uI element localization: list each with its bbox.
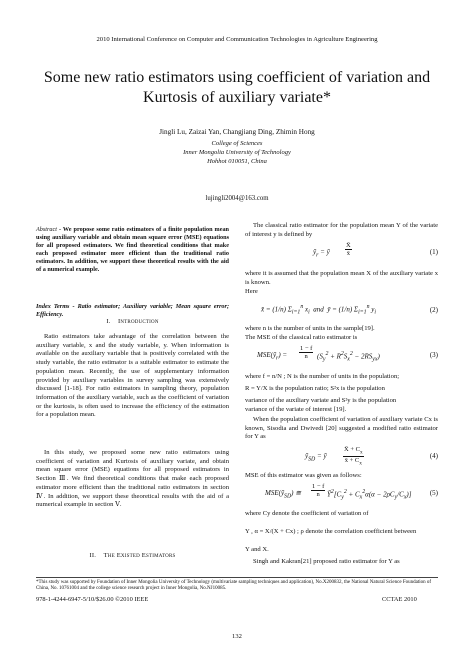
sample-size-note: where n is the number of units in the sample[19]. (245, 325, 375, 332)
equation-3: $MSE(ȳ_r)$ = 1 − f n $(S_y^2 + R^2S_x^2 - 2RS_{yx})$ (3) (257, 345, 438, 363)
section-2-title: The Existed Estimators (103, 552, 176, 559)
equation-2: x̄ = (1/n) $\Sigma_{i=1}^n$ $x_i$ and ȳ = (1/n) $\Sigma_{i=1}^n$ $y_i$ (2) (261, 304, 438, 316)
y-and-x-line: Y and X. (245, 546, 269, 553)
funding-footnote: *This study was supported by Foundation of Inner Mongolia University of Technology (multivariate sampling techniques and application), No.X200832, the National Natural Science Foundation of China, No. 10761004 and the college science research project in Inner Mongolia, No.NJ10085. (36, 580, 432, 592)
abstract (36, 226, 229, 275)
sisodia-paragraph: When the population coefficient of variation of auxiliary variate Cx is known, Sisodia and Dwivedi [20] suggested a modified ratio estimator for Y as (245, 416, 438, 441)
mse-given-note: MSE of this estimator was given as follows: (245, 472, 362, 479)
affiliation-line-3: Hohhot 010051, China (207, 158, 267, 165)
mse-intro: The MSE of the classical ratio estimator is (245, 334, 358, 341)
singh-kakran-line: Singh and Kakran[21] proposed ratio estimator for Y as (253, 558, 400, 565)
equation-3-number: (3) (429, 351, 438, 359)
section-1-title: Introduction (117, 318, 159, 325)
equation-1: $ȳ_r$ = ȳ X̄ x̄ (1) (313, 242, 438, 259)
affiliation-line-1: College of Sciences (211, 140, 263, 147)
equation-5: $MSE(ȳ_{SD})$ ≅ 1 − f n $Ȳ^2[C_y^2 + C_x^2\alpha(\alpha - 2\rho C_y/C_x)]$ (5) (265, 483, 438, 501)
definitions-line-2: R = Y/X is the population ratio; S²x is the population (245, 385, 385, 392)
affiliation-line-2: Inner Mongolia University of Technology (183, 149, 291, 156)
equation-1-number: (1) (429, 248, 438, 256)
venue-label: CCTAE 2010 (382, 596, 417, 603)
equation-2-number: (2) (429, 306, 438, 314)
intro-paragraph-1: Ratio estimators take advantage of the correlation between the auxiliary variable, x and the study variable, y. When information is available on the auxiliary variable that is positively correlated with the study variable, the ratio estimator is a suitable estimator to estimate the population mean. Recently, the use of supplementary information provided by auxiliary variables in survey sampling was extensively discussed [1-18]. For ratio estimators in sampling theory, population information of the auxiliary variable, such as the coefficient of variation or the kurtosis, is often used to increase the efficiency of the estimation for a population mean. (36, 333, 229, 419)
section-1-heading (36, 318, 229, 325)
equation-5-number: (5) (429, 489, 438, 497)
index-terms: Index Terms - Ratio estimator; Auxiliary variable; Mean square error; Efficiency. (36, 303, 229, 319)
definitions-line-3: variance of the auxiliary variate and S²y is the population (245, 397, 397, 404)
page-number: 132 (232, 633, 242, 640)
definitions-line-1: where f = n/N ; N is the number of units in the population; (245, 373, 400, 380)
intro-paragraph-2: In this study, we proposed some new ratio estimators using coefficient of variation and Kurtosis of auxiliary variate, and obtain mean square error (MSE) equations for all proposed estimators in Section Ⅲ. We find theoretical conditions that make each proposed estimator more efficient than the traditional ratio estimators in section Ⅳ. In addition, we support these theoretical results with the aid of a numerical example in section Ⅴ. (36, 449, 229, 509)
ratio-estimator-intro: The classical ratio estimator for the population mean Y of the variate of interest y is defined by (245, 222, 438, 238)
assumption-paragraph: where it is assumed that the population mean X of the auxiliary variate x is known. (245, 270, 438, 286)
equation-4-number: (4) (429, 452, 438, 460)
footnote-rule (36, 577, 438, 578)
conference-header: 2010 International Conference on Computer and Communication Technologies in Agriculture Engineering (96, 36, 378, 43)
abstract-lead: Abstract (36, 226, 57, 233)
definitions-line-4: variance of the variate of interest [19]. (245, 406, 347, 413)
section-2-number: II. (89, 552, 97, 559)
section-1-number: I. (106, 318, 111, 325)
section-2-heading (36, 552, 229, 559)
abstract-text: - We propose some ratio estimators of a finite population mean using auxiliary variable and obtain mean square error (MSE) equations for all proposed estimators. We find theoretical conditions that make each proposed estimator more efficient than the traditional ratio estimators. In addition, we support these theoretical results with the aid of a numerical example. (36, 226, 229, 274)
alpha-definition-line: Y , α = X/(X + Cx) ; ρ denote the correlation coefficient between (245, 528, 417, 535)
paper-title: Some new ratio estimators using coefficient of variation and Kurtosis of auxiliary variate* (43, 69, 431, 106)
isbn-line: 978-1-4244-6947-5/10/$26.00 ©2010 IEEE (36, 596, 149, 603)
where-cy-line: where Cy denote the coefficient of variation of (245, 510, 369, 517)
author-list: Jingli Lu, Zaizai Yan, Changjiang Ding, Zhimin Hong (159, 128, 315, 136)
here-label: Here (245, 288, 258, 295)
author-email: lujingli2004@163.com (205, 195, 269, 202)
equation-4: $ȳ_{SD}$ = ȳ X̄ + $C_x$ x̄ + $C_x$ (4) (305, 446, 438, 467)
